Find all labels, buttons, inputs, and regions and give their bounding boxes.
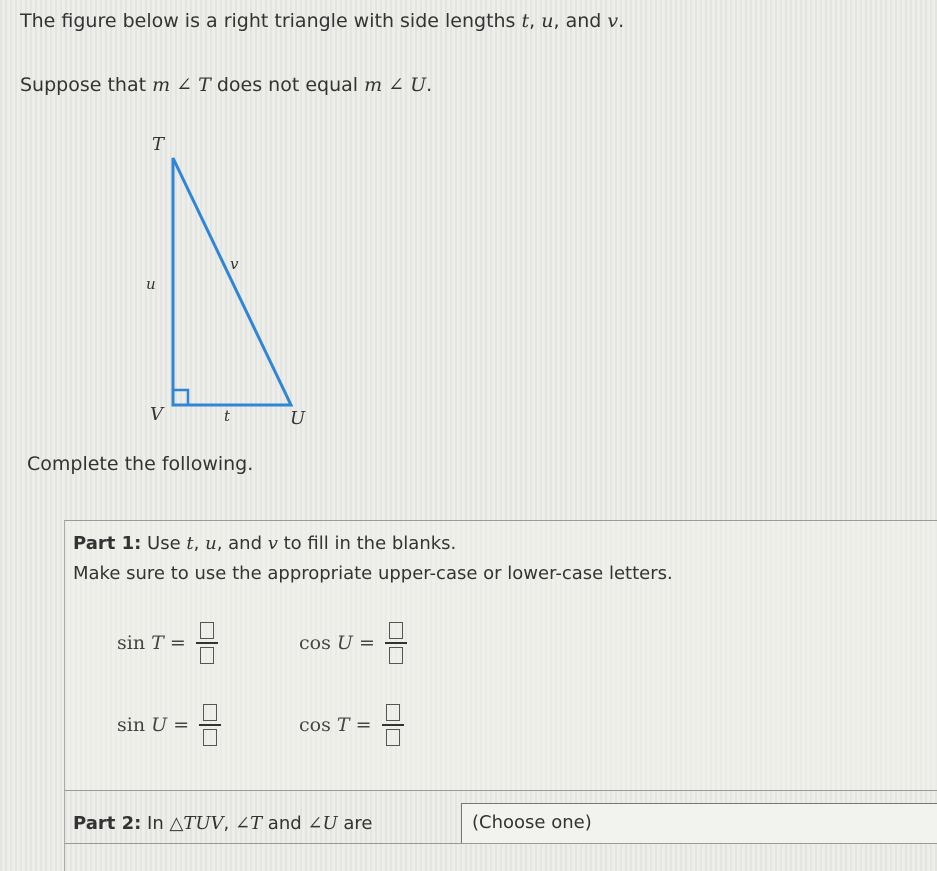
fraction-bar — [385, 642, 407, 644]
suppose-prefix: Suppose that — [20, 74, 153, 96]
choose-one-dropdown[interactable]: (Choose one) — [461, 803, 937, 843]
var-t: t — [521, 10, 530, 32]
part2-label: Part 2: — [73, 813, 142, 834]
equation-lhs — [117, 632, 186, 654]
fraction-input[interactable] — [382, 701, 404, 749]
var-v: v — [607, 10, 619, 32]
numerator-input[interactable] — [200, 622, 214, 639]
angle-U: ∠U — [307, 813, 338, 834]
part1-var-u: u — [205, 533, 217, 554]
fn-name: sin — [117, 632, 146, 654]
part1-header — [73, 533, 456, 554]
part1-and: , and — [216, 533, 268, 554]
equation-lhs — [299, 632, 375, 654]
part2-comma: , — [223, 813, 235, 834]
intro-text — [20, 10, 624, 32]
intro-and: , and — [553, 10, 608, 32]
equals-sign: = — [173, 714, 190, 736]
part2-question — [73, 813, 373, 834]
suppose-text — [20, 74, 432, 96]
divider — [65, 843, 937, 844]
angle-T: ∠T — [234, 813, 263, 834]
equals-sign: = — [169, 632, 186, 654]
fraction-input[interactable] — [385, 619, 407, 667]
part1-var-v: v — [267, 533, 278, 554]
fraction-bar — [199, 724, 221, 726]
intro-comma: , — [529, 10, 542, 32]
equation-lhs — [299, 714, 372, 736]
angle-name: U — [151, 714, 168, 736]
equation-sin-T — [117, 619, 218, 667]
denominator-input[interactable] — [389, 647, 403, 664]
fraction-input[interactable] — [199, 701, 221, 749]
equation-cos-T — [299, 701, 404, 749]
fn-name: sin — [117, 714, 146, 736]
equals-sign: = — [358, 632, 375, 654]
side-u-label: u — [146, 275, 156, 293]
angle-name: T — [336, 714, 350, 736]
part2-are: are — [337, 813, 373, 834]
part1-instr-suffix: to fill in the blanks. — [277, 533, 457, 554]
fn-name: cos — [299, 632, 331, 654]
triangle-TUV: △TUV — [169, 813, 224, 834]
suppose-middle: does not equal — [210, 74, 365, 96]
var-u: u — [541, 10, 554, 32]
right-triangle-figure — [140, 128, 340, 428]
complete-label: Complete the following. — [27, 453, 254, 475]
numerator-input[interactable] — [386, 704, 400, 721]
angle-name: U — [336, 632, 353, 654]
fraction-input[interactable] — [196, 619, 218, 667]
fraction-bar — [196, 642, 218, 644]
equation-sin-U — [117, 701, 221, 749]
vertex-V-label: V — [150, 404, 163, 425]
vertex-U-label: U — [290, 408, 306, 428]
triangle-shape — [173, 158, 291, 405]
part1-label: Part 1: — [73, 533, 142, 554]
part1-var-t: t — [186, 533, 194, 554]
numerator-input[interactable] — [203, 704, 217, 721]
side-t-label: t — [224, 407, 231, 425]
part1-panel — [64, 520, 937, 791]
part2-and: and — [262, 813, 308, 834]
equation-lhs — [117, 714, 189, 736]
equals-sign: = — [355, 714, 372, 736]
denominator-input[interactable] — [200, 647, 214, 664]
part2-in: In — [141, 813, 170, 834]
suppose-period: . — [426, 74, 433, 96]
part1-instr-prefix: Use — [141, 533, 187, 554]
vertex-T-label: T — [152, 134, 165, 155]
angle-T-measure: m ∠ T — [152, 74, 211, 96]
angle-name: T — [151, 632, 164, 654]
equation-cos-U — [299, 619, 407, 667]
intro-prefix: The figure below is a right triangle with side lengths — [20, 10, 522, 32]
part2-panel — [64, 790, 937, 871]
fn-name: cos — [299, 714, 331, 736]
right-angle-marker — [173, 390, 188, 405]
side-v-label: v — [230, 255, 239, 273]
angle-U-measure: m ∠ U — [364, 74, 427, 96]
numerator-input[interactable] — [389, 622, 403, 639]
denominator-input[interactable] — [386, 729, 400, 746]
denominator-input[interactable] — [203, 729, 217, 746]
fraction-bar — [382, 724, 404, 726]
intro-period: . — [618, 10, 625, 32]
part1-instruction-2: Make sure to use the appropriate upper-case or lower-case letters. — [73, 563, 673, 584]
part1-comma: , — [193, 533, 206, 554]
